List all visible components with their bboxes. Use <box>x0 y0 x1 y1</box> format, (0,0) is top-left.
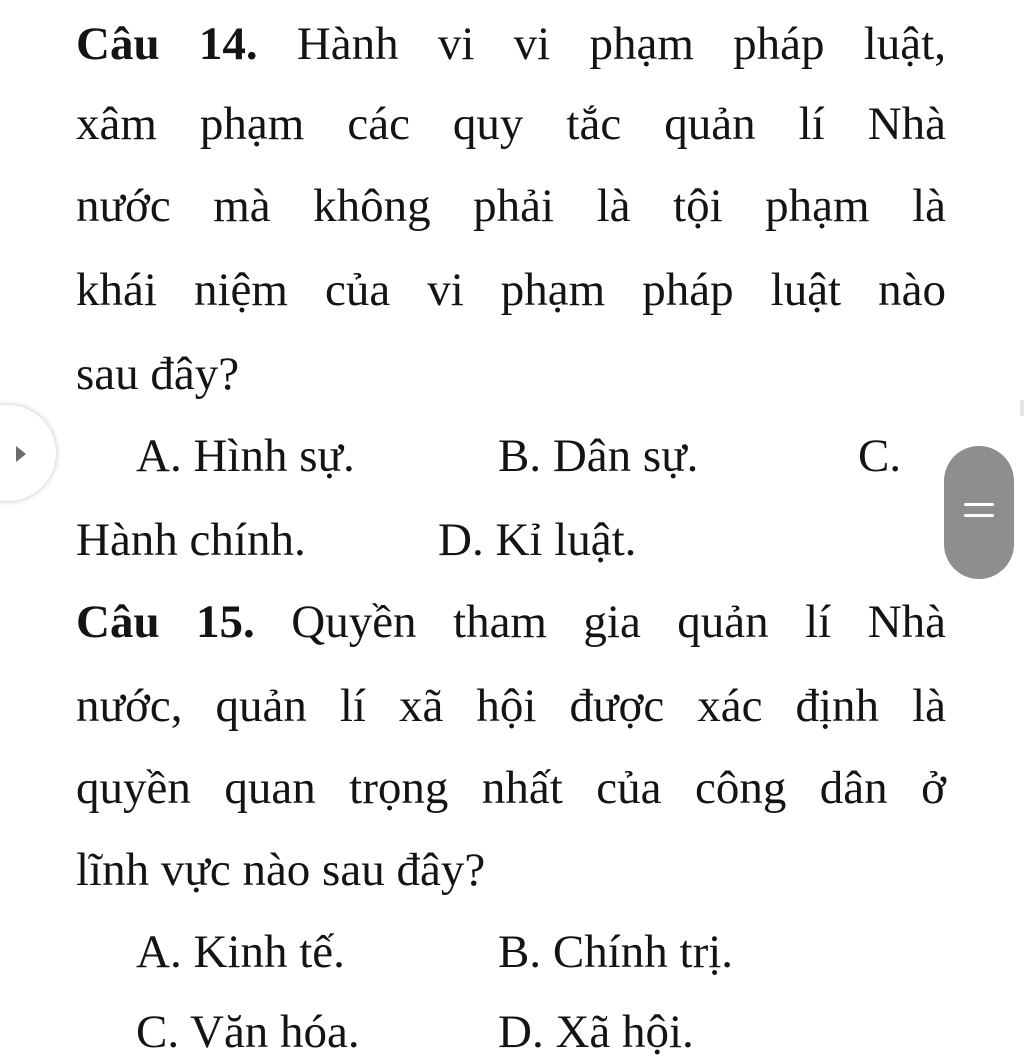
question-14-label: Câu 14. <box>76 18 258 70</box>
question-15-option-d: D. Xã hội. <box>498 1006 694 1058</box>
question-14-option-c: C. <box>858 430 902 482</box>
question-15-line-4: lĩnh vực nào sau đây? <box>76 844 486 896</box>
edge-marker <box>1020 400 1024 416</box>
chevron-right-icon[interactable] <box>16 446 26 462</box>
question-15-label: Câu 15. <box>76 596 255 648</box>
question-15-line-3: quyền quan trọng nhất của công dân ở <box>76 762 946 814</box>
question-15-line-1 <box>76 594 946 650</box>
question-15-line-2: nước, quản lí xã hội được xác định là <box>76 680 946 732</box>
question-14-line-1 <box>76 16 946 72</box>
question-14-line-4: khái niệm của vi phạm pháp luật nào <box>76 264 946 316</box>
question-14-option-b: B. Dân sự. <box>498 430 699 482</box>
question-15-text-1: Quyền tham gia quản lí Nhà <box>254 596 946 648</box>
scroll-handle-icon-line <box>964 514 994 517</box>
question-15-option-b: B. Chính trị. <box>498 926 734 978</box>
question-14-option-a: A. Hình sự. <box>136 430 355 482</box>
question-14-option-d: D. Kỉ luật. <box>438 514 637 566</box>
question-14-line-2: xâm phạm các quy tắc quản lí Nhà <box>76 98 946 150</box>
question-14-option-c-continued: Hành chính. <box>76 514 306 566</box>
question-15-option-c: C. Văn hóa. <box>136 1006 360 1058</box>
scroll-handle[interactable] <box>944 446 1014 579</box>
scroll-handle-icon <box>964 503 994 506</box>
question-14-text-1: Hành vi vi phạm pháp luật, <box>257 18 946 70</box>
question-15-option-a: A. Kinh tế. <box>136 926 345 978</box>
question-14-line-5: sau đây? <box>76 348 240 400</box>
question-14-line-3: nước mà không phải là tội phạm là <box>76 180 946 232</box>
side-panel-toggle[interactable] <box>0 405 56 501</box>
